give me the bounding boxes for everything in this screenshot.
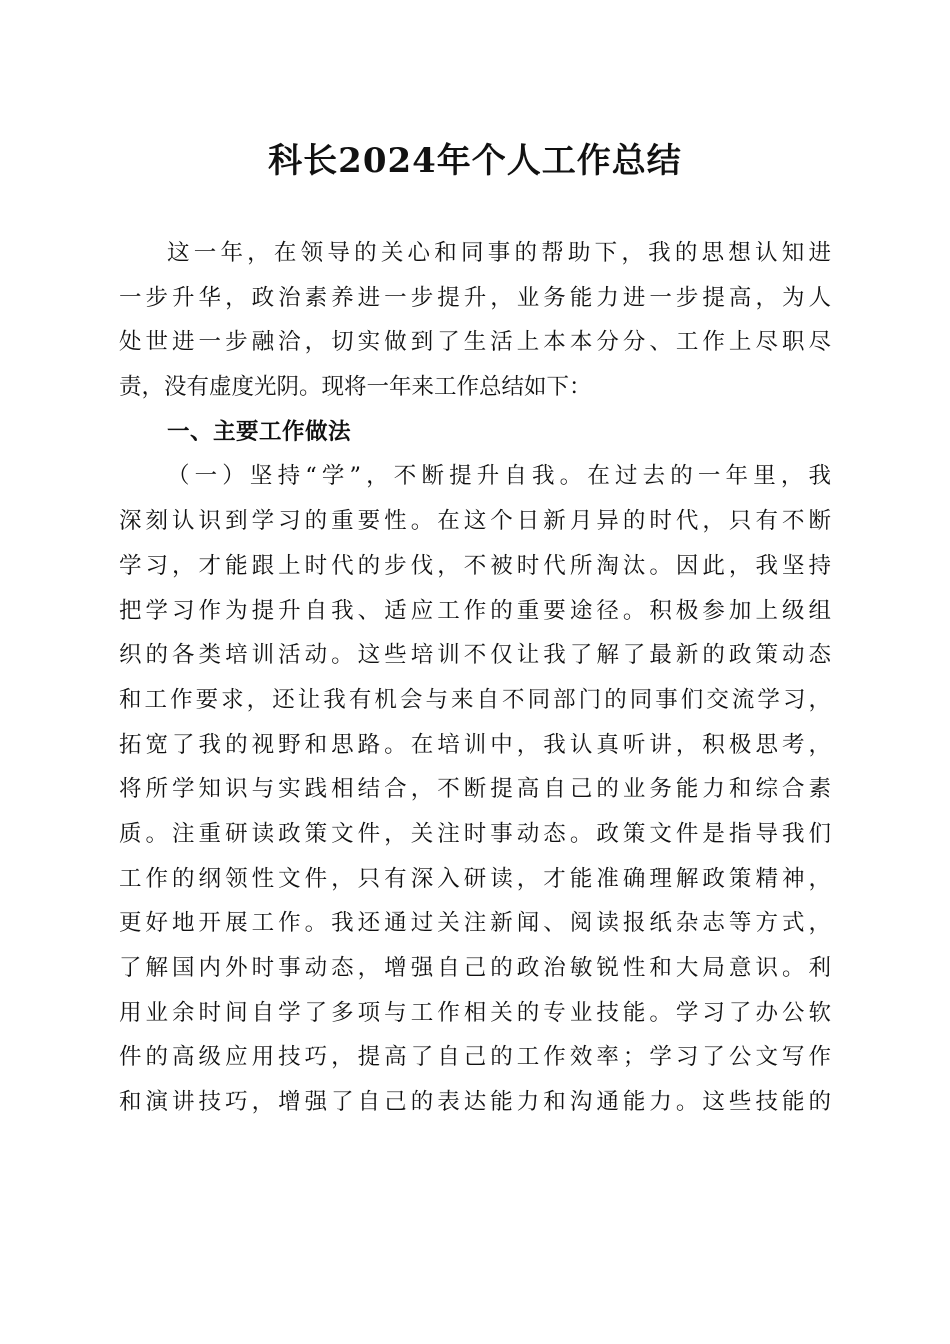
text-line: 将所学知识与实践相结合，不断提高自己的业务能力和综合素 (119, 776, 831, 803)
section-paragraph (119, 457, 831, 1127)
intro-paragraph (119, 234, 831, 413)
text-line: 用业余时间自学了多项与工作相关的专业技能。学习了办公软 (119, 999, 831, 1026)
text-line: （一）坚持“学”，不断提升自我。在过去的一年里，我 (167, 463, 831, 490)
document-title: 科长2024年个人工作总结 (268, 141, 682, 181)
text-line: 深刻认识到学习的重要性。在这个日新月异的时代，只有不断 (119, 508, 831, 535)
text-line: 织的各类培训活动。这些培训不仅让我了解了最新的政策动态 (119, 642, 831, 669)
text-line: 质。注重研读政策文件，关注时事动态。政策文件是指导我们 (119, 820, 831, 847)
text-line: 把学习作为提升自我、适应工作的重要途径。积极参加上级组 (119, 597, 831, 624)
text-line: 了解国内外时事动态，增强自己的政治敏锐性和大局意识。利 (119, 955, 831, 981)
text-line: 学习，才能跟上时代的步伐，不被时代所淘汰。因此，我坚持 (119, 552, 831, 579)
text-line: 拓宽了我的视野和思路。在培训中，我认真听讲，积极思考， (119, 731, 831, 758)
document-body (119, 234, 831, 1128)
text-line: 和演讲技巧，增强了自己的表达能力和沟通能力。这些技能的 (119, 1089, 831, 1116)
section-heading: 一、主要工作做法 (167, 418, 352, 445)
text-line: 处世进一步融洽，切实做到了生活上本本分分、工作上尽职尽 (119, 329, 831, 356)
text-line: 责，没有虚度光阴。现将一年来工作总结如下： (119, 374, 592, 401)
text-line: 一步升华，政治素养进一步提升，业务能力进一步提高，为人 (119, 284, 831, 311)
text-line: 更好地开展工作。我还通过关注新闻、阅读报纸杂志等方式， (119, 910, 831, 937)
text-line: 工作的纲领性文件，只有深入研读，才能准确理解政策精神， (119, 865, 831, 892)
text-line: 这一年，在领导的关心和同事的帮助下，我的思想认知进 (167, 240, 831, 266)
text-line: 和工作要求，还让我有机会与来自不同部门的同事们交流学习， (119, 686, 831, 713)
text-line: 件的高级应用技巧，提高了自己的工作效率；学习了公文写作 (119, 1044, 831, 1071)
